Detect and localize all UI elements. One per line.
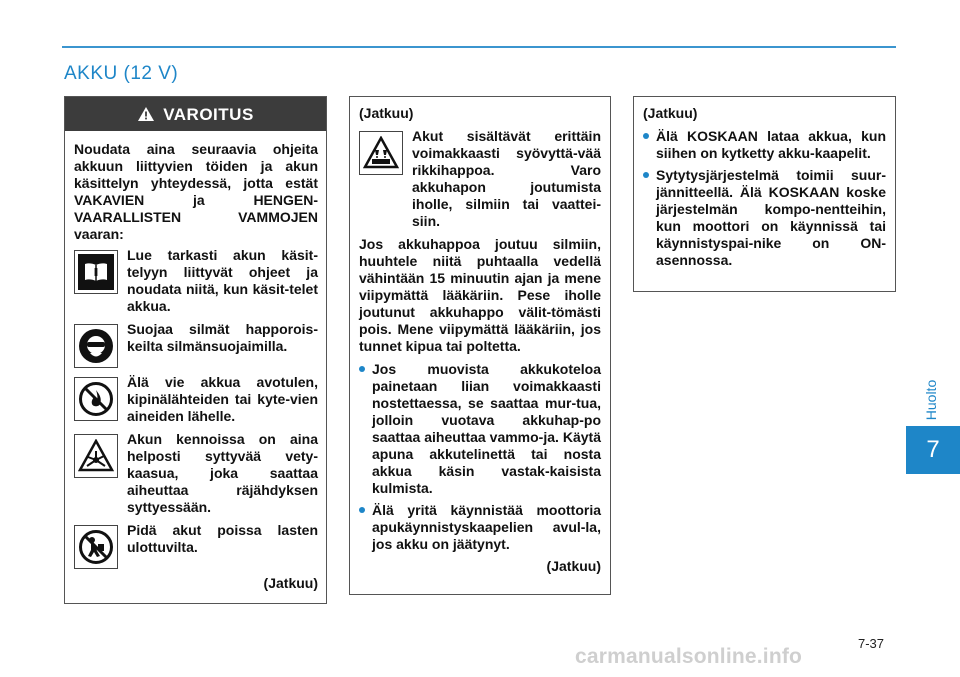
side-section-label <box>906 370 956 430</box>
warning-box <box>64 96 327 604</box>
list-item-text: Akut sisältävät erittäin voimakkaasti syövyttä-vää rikkihappoa. Varo akkuhapon joutumista iholle, silmiin tai vaattei-siin. <box>412 128 601 229</box>
list-item <box>74 431 318 516</box>
list-item <box>74 522 318 569</box>
continued-heading: (Jatkuu) <box>643 105 698 121</box>
watermark: carmanualsonline.info <box>575 645 803 668</box>
explosive-hazard-icon <box>78 439 114 473</box>
bullet-dot-icon <box>359 366 365 372</box>
bullet-list <box>359 361 601 553</box>
list-item <box>74 247 318 315</box>
first-aid-paragraph: Jos akkuhappoa joutuu silmiin, huuhtele niitä puhtaalla vedellä vähintään 15 minuutin ajan ja mene viipymättä lääkäriin. Pese iholle joutunut akkuhappo välit-tömästi pois. Mene viipymättä lääkäriin, jos tunnet kipua tai poltetta. <box>359 236 601 354</box>
section-title: AKKU (12 V) <box>64 63 179 84</box>
top-rule <box>62 46 896 48</box>
list-item <box>359 128 601 230</box>
bullet-dot-icon <box>643 133 649 139</box>
bullet-dot-icon <box>359 507 365 513</box>
warning-heading: VAROITUS <box>163 104 254 124</box>
keep-children-away-icon <box>78 529 114 565</box>
no-open-flame-icon <box>78 381 114 417</box>
warning-intro: Noudata aina seuraavia ohjeita akkuun liittyvien töiden ja akun käsittelyn yhteydessä, jotta estät VAKAVIEN ja HENGEN-VAARALLISTEN VAMMOJEN vaaran: <box>74 141 318 242</box>
list-item <box>74 374 318 425</box>
bullet-dot-icon <box>643 172 649 178</box>
warning-header <box>65 97 326 131</box>
manual-book-icon <box>78 254 114 290</box>
continued-box-right <box>633 96 896 292</box>
continued-label: (Jatkuu) <box>546 558 601 574</box>
page-number: 7-37 <box>858 636 885 651</box>
list-item-text: Suojaa silmät happorois-keilta silmänsuojaimilla. <box>127 321 318 354</box>
list-item <box>74 321 318 368</box>
side-section-label-text: Huolto <box>923 379 939 421</box>
bullet-list <box>643 128 886 269</box>
list-item-text: Lue tarkasti akun käsit-telyyn liittyvät ohjeet ja noudata niitä, kun käsit-telet akkua. <box>127 247 318 314</box>
continued-box-middle <box>349 96 611 595</box>
bullet-item: Älä KOSKAAN lataa akkua, kun siihen on kytketty akku-kaapelit. <box>643 128 886 162</box>
list-item-text: Pidä akut poissa lasten ulottuvilta. <box>127 522 318 555</box>
continued-heading: (Jatkuu) <box>359 105 414 121</box>
bullet-item: Sytytysjärjestelmä toimii suur-jännitteellä. Älä KOSKAAN koske järjestelmän kompo-nentteihin, kun moottori on käynnissä tai käynnistyspai-nike on ON-asennossa. <box>643 167 886 269</box>
warning-triangle-icon <box>137 106 155 122</box>
list-item-text: Akun kennoissa on aina helposti syttyvää vety-kaasua, joka saattaa aiheuttaa räjähdyksen syttyessään. <box>127 431 318 515</box>
continued-label: (Jatkuu) <box>263 575 318 591</box>
chapter-number-tab: 7 <box>906 426 960 474</box>
eye-protection-icon <box>78 328 114 364</box>
corrosive-acid-icon <box>363 136 399 170</box>
bullet-item: Jos muovista akkukoteloa painetaan liian voimakkaasti nostettaessa, se saattaa mur-tua, jolloin vuotava akkuhap-po saattaa aiheuttaa vammo-ja. Käytä apuna akkutelinettä tai nosta akkua käsin vastak-kaisista kulmista. <box>359 361 601 497</box>
bullet-item: Älä yritä käynnistää moottoria apukäynnistyskaapelien avul-la, jos akku on jäätynyt. <box>359 502 601 553</box>
list-item-text: Älä vie akkua avotulen, kipinälähteiden tai kyte-vien aineiden lähelle. <box>127 374 318 424</box>
